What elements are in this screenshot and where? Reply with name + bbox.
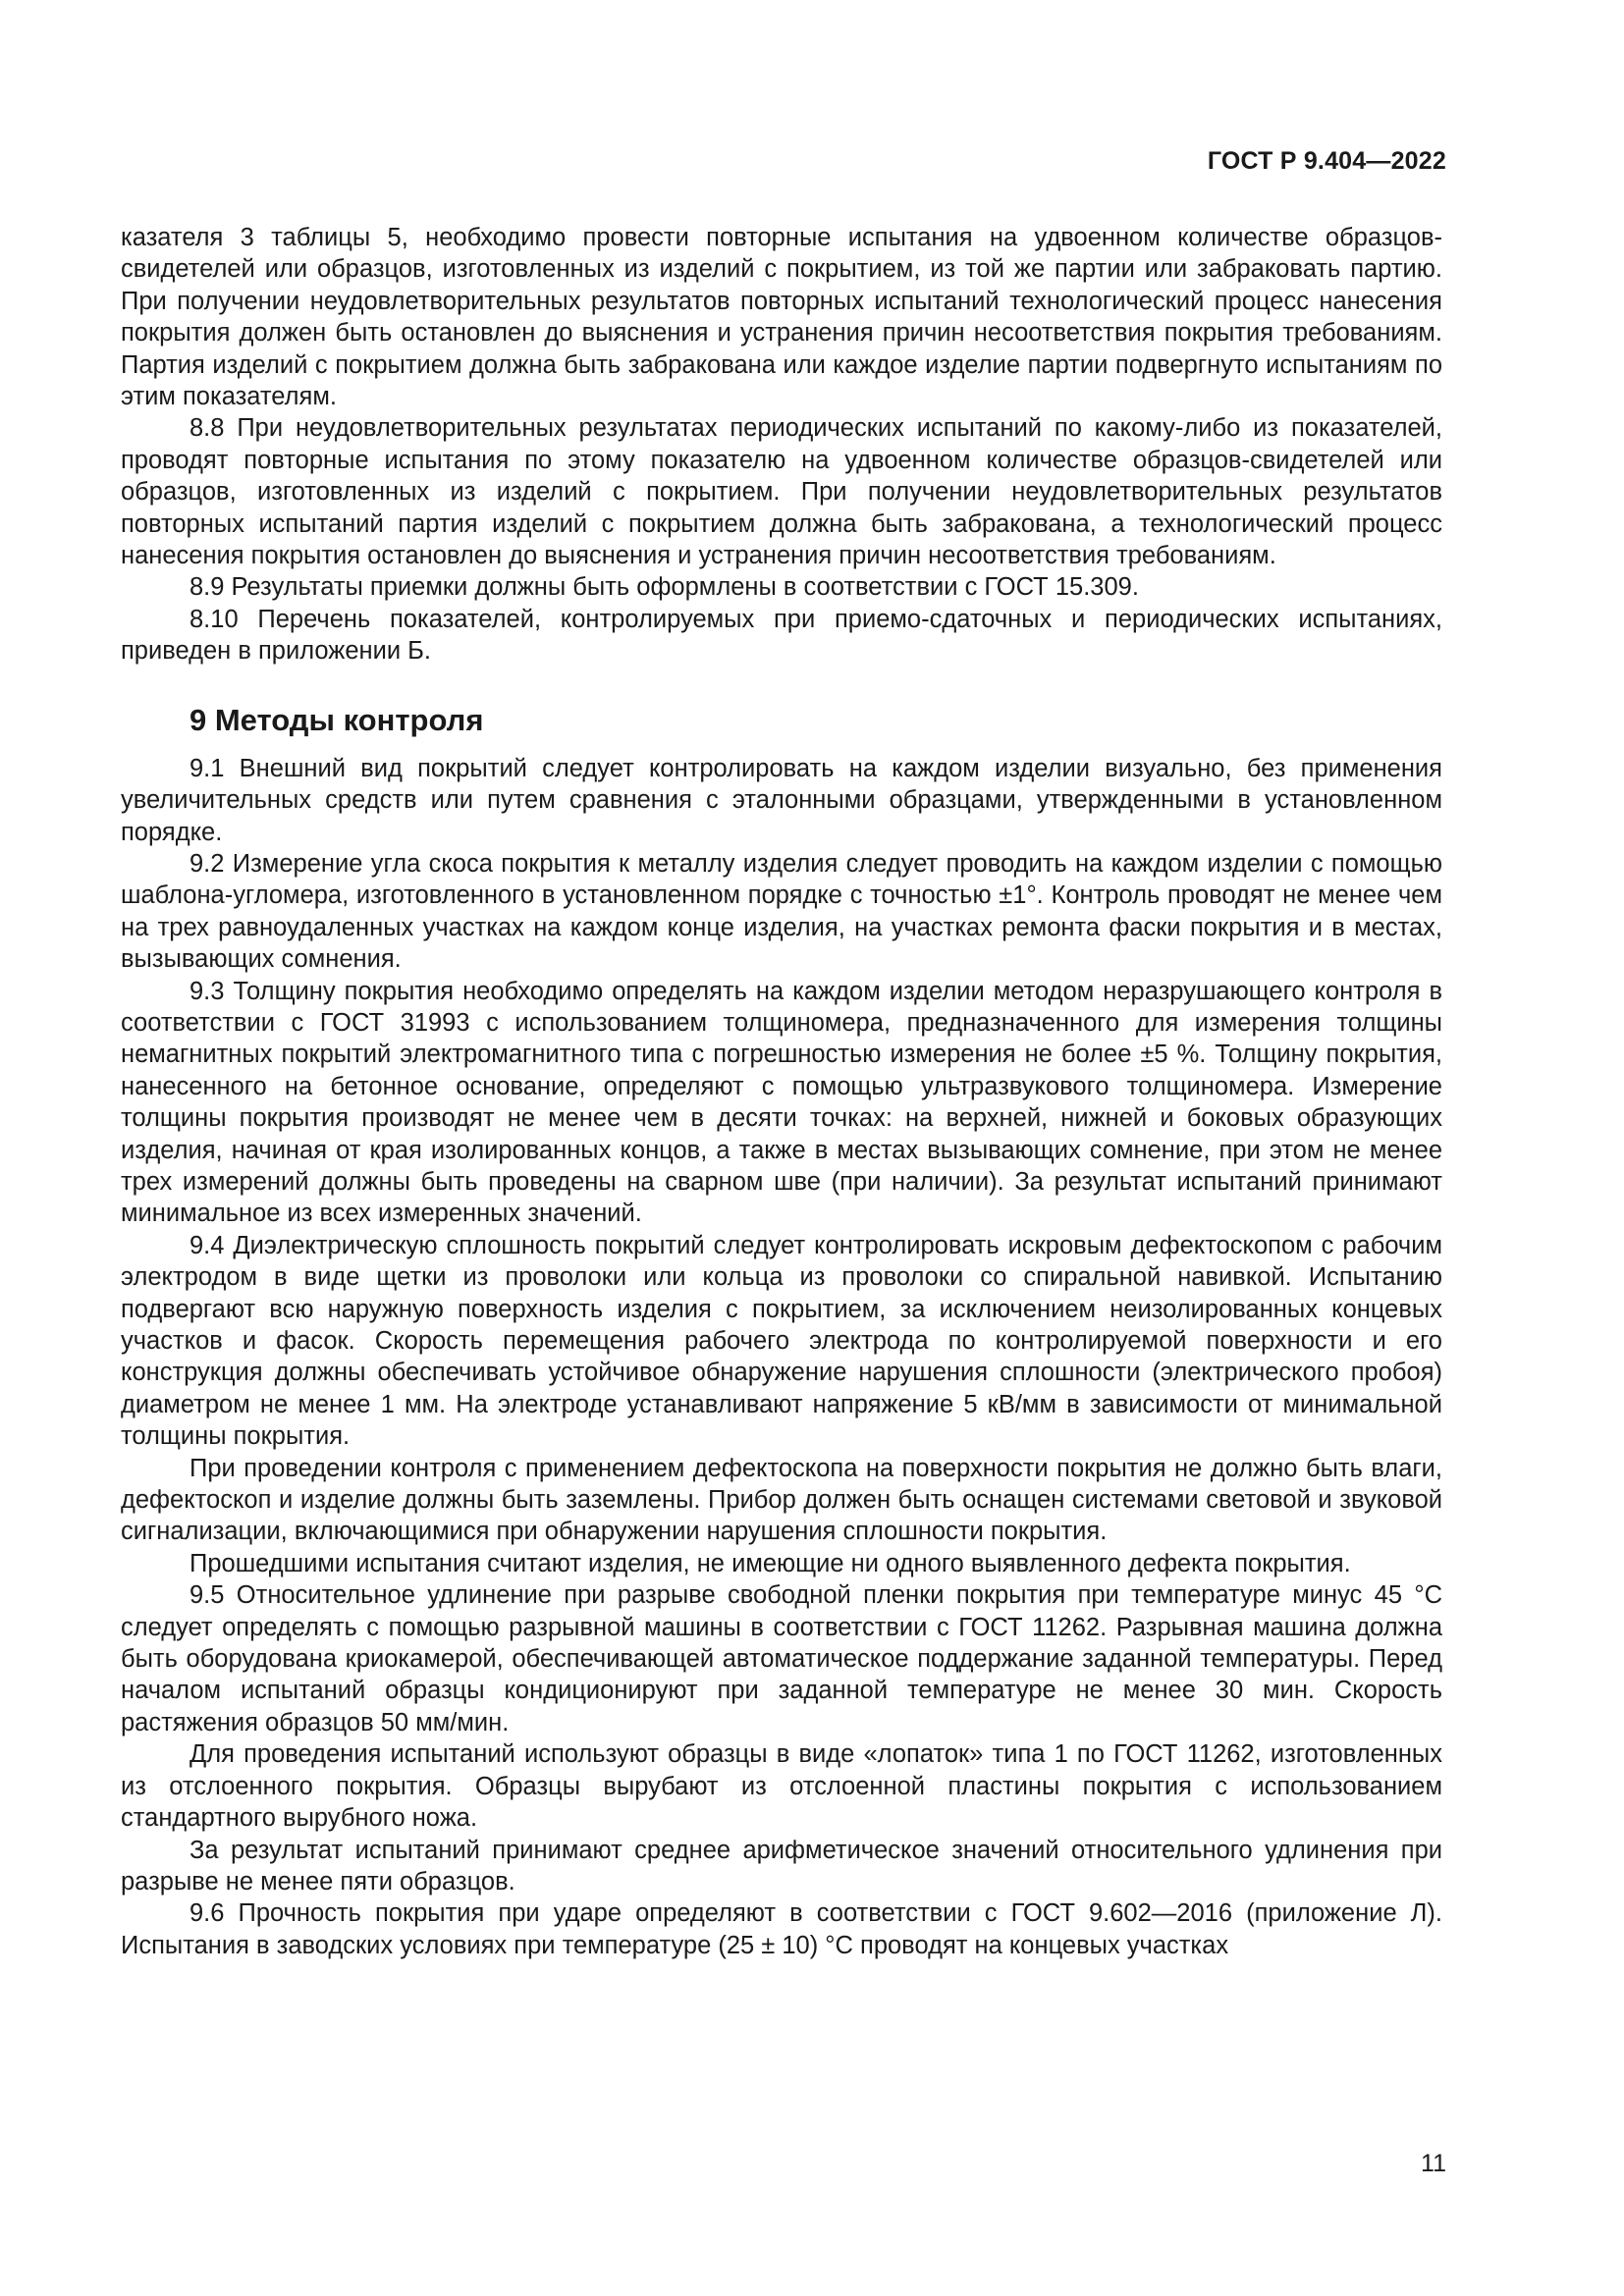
paragraph-9-4-acceptance: Прошедшими испытания считают изделия, не имеющие ни одного выявленного дефекта покрытия. bbox=[189, 1549, 1351, 1577]
page-number: 11 bbox=[1421, 2150, 1446, 2177]
standard-header: ГОСТ Р 9.404—2022 bbox=[1207, 147, 1446, 175]
section-9-heading: 9 Методы контроля bbox=[189, 702, 484, 737]
paragraph-9-5-samples: Для проведения испытаний используют образцы в виде «лопаток» типа 1 по ГОСТ 11262, изготовленных из отслоенного покрытия. Образцы вырубают из отслоенной пластины покрытия с использованием стандартного вырубного ножа. bbox=[121, 1740, 1442, 1833]
paragraph-8-8: 8.8 При неудовлетворительных результатах периодических испытаний по какому-либо из показателей, проводят повторные испытания по этому показателю на удвоенном количестве образцов-свидетелей или образцов, изготовленных из изделий с покрытием. При получении неудовлетворительных результатов повторных испытаний партия изделий с покрытием должна быть забракована, а технологический процесс нанесения покрытия остановлен до выяснения и устранения причин несоответствия требованиям. bbox=[121, 414, 1442, 570]
paragraph-8-9: 8.9 Результаты приемки должны быть оформлены в соответствии с ГОСТ 15.309. bbox=[189, 573, 1139, 602]
paragraph-9-4-defectoscope: При проведении контроля с применением дефектоскопа на поверхности покрытия не должно быть влаги, дефектоскоп и изделие должны быть заземлены. Прибор должен быть оснащен системами световой и звуковой сигнализации, включающимися при обнаружении нарушения сплошности покрытия. bbox=[121, 1454, 1442, 1546]
paragraph-9-6: 9.6 Прочность покрытия при ударе определяют в соответствии с ГОСТ 9.602—2016 (приложение Л). Испытания в заводских условиях при температуре (25 ± 10) °С проводят на концевых участках bbox=[121, 1899, 1442, 1959]
paragraph-9-2: 9.2 Измерение угла скоса покрытия к металлу изделия следует проводить на каждом изделии с помощью шаблона-угломера, изготовленного в установленном порядке с точностью ±1°. Контроль проводят не менее чем на трех равноудаленных участках на каждом конце изделия, на участках ремонта фаски покрытия и в местах, вызывающих сомнения. bbox=[121, 849, 1442, 974]
paragraph-9-5-result: За результат испытаний принимают среднее арифметическое значений относительного удлинения при разрыве не менее пяти образцов. bbox=[121, 1836, 1442, 1896]
paragraph-8-7-continuation: казателя 3 таблицы 5, необходимо провести повторные испытания на удвоенном количестве образцов-свидетелей или образцов, изготовленных из изделий с покрытием, из той же партии или забраковать партию. При получении неудовлетворительных результатов повторных испытаний технологический процесс нанесения покрытия должен быть остановлен до выяснения и устранения причин несоответствия покрытия требованиям. Партия изделий с покрытием должна быть забракована или каждое изделие партии подвергнуто испытаниям по этим показателям. bbox=[121, 224, 1442, 411]
document-body bbox=[121, 222, 1442, 1961]
paragraph-8-10: 8.10 Перечень показателей, контролируемых при приемо-сдаточных и периодических испытаниях, приведен в приложении Б. bbox=[121, 605, 1442, 666]
paragraph-9-3: 9.3 Толщину покрытия необходимо определять на каждом изделии методом неразрушающего контроля в соответствии с ГОСТ 31993 с использованием толщиномера, предназначенного для измерения толщины немагнитных покрытий электромагнитного типа с погрешностью измерения не более ±5 %. Толщину покрытия, нанесенного на бетонное основание, определяют с помощью ультразвукового толщиномера. Измерение толщины покрытия производят не менее чем в десяти точках: на верхней, нижней и боковых образующих изделия, начиная от края изолированных концов, а также в местах вызывающих сомнение, при этом не менее трех измерений должны быть проведены на сварном шве (при наличии). За результат испытаний принимают минимальное из всех измеренных значений. bbox=[121, 977, 1442, 1228]
paragraph-9-4: 9.4 Диэлектрическую сплошность покрытий следует контролировать искровым дефектоскопом с рабочим электродом в виде щетки из проволоки или кольца из проволоки со спиральной навивкой. Испытанию подвергают всю наружную поверхность изделия с покрытием, за исключением неизолированных концевых участков и фасок. Скорость перемещения рабочего электрода по контролируемой поверхности и его конструкция должны обеспечивать устойчивое обнаружение нарушения сплошности (электрического пробоя) диаметром не менее 1 мм. На электроде устанавливают напряжение 5 кВ/мм в зависимости от минимальной толщины покрытия. bbox=[121, 1231, 1442, 1451]
paragraph-9-1: 9.1 Внешний вид покрытий следует контролировать на каждом изделии визуально, без применения увеличительных средств или путем сравнения с эталонными образцами, утвержденными в установленном порядке. bbox=[121, 754, 1442, 846]
paragraph-9-5: 9.5 Относительное удлинение при разрыве свободной пленки покрытия при температуре минус 45 °С следует определять с помощью разрывной машины в соответствии с ГОСТ 11262. Разрывная машина должна быть оборудована криокамерой, обеспечивающей автоматическое поддержание заданной температуры. Перед началом испытаний образцы кондиционируют при заданной температуре не менее 30 мин. Скорость растяжения образцов 50 мм/мин. bbox=[121, 1581, 1442, 1736]
